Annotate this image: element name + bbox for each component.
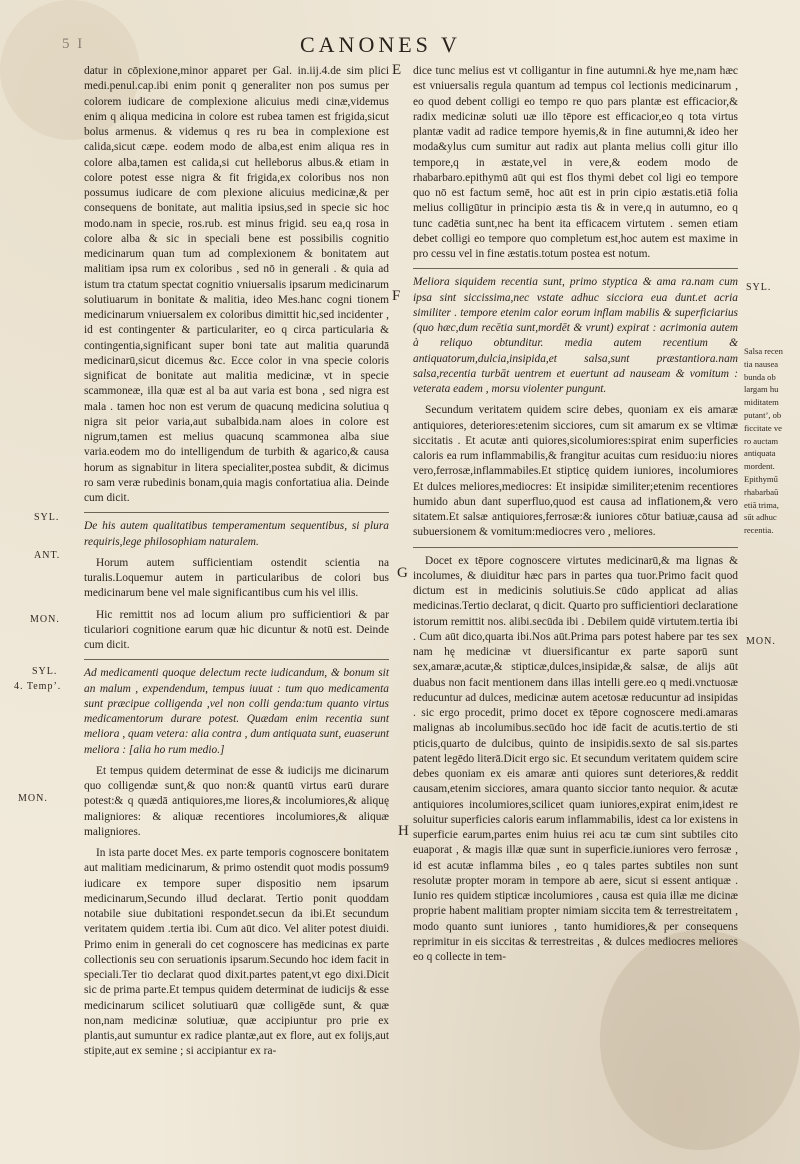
paragraph: In ista parte docet Mes. ex parte temporis cognoscere bonitatem aut malitiam medicinarum, & primo ostendit quot modis possum9 iudicare ex tempore super dispositio nem ipsarum medicinarum,Secundo illud declarat. Tertio ponit quoddam notabile siue dubitationi respondet.secun da ibi.Et secundum veritatem quidem .tertia ibi. Cum aūt dico. Vel aliter potest diuidi. Primo enim in generali do cet cognoscere has medicinas ex parte collectionis seu con seruationis ipsarum.Secundo hoc idem facit in speciali.Ter tio declarat quod dixit.partes patent,vt ego dixi.Dicit sic de prima parte.Et tempus quidem determinat de iudicijs & esse medicinarum scilicet solutiuarū quæ colligēde sunt, & quæ non,nam medicinæ solutiuæ, quæ accipiuntur pro prie ex plantis,aut sumuntur ex radice plantæ,aut ex flore, aut ex folijs,aut stipite,aut ex semine ; si accipiantur ex ra- (84, 847, 389, 1058)
gloss-line: putant’, ob (744, 409, 782, 420)
gloss-line: largam hu (744, 384, 779, 395)
paragraph: Secundum veritatem quidem scire debes, quoniam ex eis amaræ antiquiores, deteriores:etenim sicciores, cum sit amarum ex se vltimæ siccitatis . Et acutæ anti quiores,sicolumiores:spirat enim superficies caloris ea rum inflammabilis,& frangitur acuitas cum residuo:iu niores vero,ferrosæ,inflammabiles.Et stipticę quidem iuniores, incolumiores Et dulces meliores,mediocres: Et insipidæ similiter;etenim recentiores humido abun dant superfluo,quod est causa ad inflationem,& vero sitatem.Et salsæ antiquiores,ferrosæ:& iuniores cōtur batiuæ,causa ad subuersionem & vomitum:mediocres vero , meliores. (413, 404, 738, 539)
gloss-line: antiquata (744, 448, 776, 459)
gloss-line: sűt adhuc (744, 512, 777, 523)
running-head (0, 30, 800, 60)
gloss-line: mordent. (744, 461, 775, 472)
divider (413, 268, 738, 269)
paragraph: Hic remittit nos ad locum alium pro sufficientiori & par ticulariori cognitione earum quæ hic dicuntur & notū est. Deinde cum dicit. (84, 608, 389, 651)
section-letter: E (392, 62, 402, 78)
section-letter: F (392, 288, 401, 304)
folio-number: 5 I (62, 36, 85, 52)
section-letter: H (398, 823, 409, 839)
gloss-line: Salsa recen (744, 346, 783, 356)
divider (413, 547, 738, 548)
marginal-gloss (744, 345, 800, 537)
gloss-line: ro auctam (744, 435, 779, 446)
canon-text: Ad medicamenti quoque delectum recte iudicandum, & bonum sit an malum , expendendum, tempus iuuat : tum quo medicamenta sunt præcipue colligenda ,vel non colli genda:tum quanto virtus medicamentorum durare potest. Quædam enim recentia sunt meliora , quam vetera: alia contra , dum antiquata sunt, euaserunt meliora : [alia ho rum medio.] (84, 667, 389, 756)
paragraph: Et tempus quidem determinat de esse & iudicijs me dicinarum quo colligendæ sunt,& quo non:& quantū virtus earū durare potest:& q quædā antiquiores,me liores,& incolumiores,& aliquę maligniores: & aliquæ recentiores incolumiores,& aliquæ maligniores. (84, 764, 389, 838)
margin-label-syl: SYL. (32, 666, 58, 677)
margin-label-mon: MON. (18, 793, 48, 804)
page-title: CANONES V (300, 32, 461, 57)
margin-label-syl: SYL. (34, 512, 60, 523)
margin-label-mon: MON. (746, 636, 776, 647)
gloss-line: miditatem (744, 397, 779, 408)
gloss-line: Epithymű (744, 473, 778, 484)
gloss-line: etiă trima, (744, 499, 779, 510)
section-letter: G (397, 565, 408, 581)
paragraph: dice tunc melius est vt colligantur in fine autumni.& hye me,nam hæc est vniuersalis regula quantum ad tempus col lectionis medicinarum , eo quod debent colligi eo tempo re quo pars plantæ est efficacior,& radix medicinæ soluti uæ illo tēpore est efficacior,eo q tota virtus plantæ vadit ad radice tempore hyemis,& in fine autumni,& ideo her moda&ylus cum sumitur aut radix aut planta melius colli gitur illo tempore,q in æstate,vel in vere,& eodem modo de rhabarbaro.epithymū aūt qui est flos thymi debet col ligi eo tempore quo nō est factum semē, hoc aūt est in prin cipio æstatis.etiā folia melius colligūtur in principio æsta tis & in vere,q in autumno, eo q tunc cadētia sunt,nec ha bent ita efficacem virtutem . semen etiam debet colligi eo tempore quo completum est,hoc autem est maxime in pro cessu vel in fine æstatis.totum postea est notum. (413, 65, 738, 260)
gloss-line: bunda ob (744, 371, 776, 382)
divider (84, 659, 389, 660)
left-column (84, 64, 389, 1066)
canon-text: Meliora siquidem recentia sunt, primo styptica & ama ra.nam cum ipsa sint siccissima,nec vstate adhuc sicciora eua dunt.et acria similiter . tempore etenim calor eorum inflam mabilis & superficiarius (quo hæc,dum recētia sunt,mordēt & vrunt) expirat : acrimonia autem à reliquo obtunditur. media autem recentium & antiquatorum,dulcia,insipida,et salsa,sunt præstantiora.nam salsa,recentia turbāt uentrem et euertunt ad nauseam & vomitum : veterata eadem , morsu violenter pungunt. (413, 276, 738, 395)
paragraph: datur in cōplexione,minor apparet per Gal. in.iij.4.de sim plici medi.penul.cap.ibi enim ponit q generaliter non pos sumus per colorem iudicare de complexione alicuius medi cinæ,videmus enim q aliqua medicina in colore est rubea tamen est frigida,sicut bolus armenus. & videmus q res ru bea in complexione est calida,sicut cæpe. eodem modo de alba,est enim aliqua res in colore alba,tamen est calida,si cut helleborus albus.& etiam in colore potest esse nigra & fit frigida,ex coloribus nos non possumus iudicare de com plexione alicuius medicinæ,& per consequens de bonitate, aut malitia ipsius,sed in specie sic hoc modo.nam in specie, ros.rub. est minus frigid. seu ea,q rosa in colore alba & sic in speciali bene est possibilis cognitio medicinarum quan tum ad complexionem & bonitatem aut malitiam ipsa rum ex coloribus , sed nō in generali . & quia ad istum tra ctatum spectat cognitio vniuersalis ipsarum medicinarum solutiuarum in bonitate & malitia, ideo Mes.hanc cogni tionem medicinarum vniuersalem ex coloribus dimittit hic,sed incidenter , id est contingenter & particulariter, eo q circa particularia & contingentia,significant super boni tate aut malitia quarundā medicinarū,sicut dicemus &c. Ecce color in vna specie coloris significat de bonitate aut malitia medicinæ, vt in specie scammoneæ, illa quæ est al ba aut varia est bona , sed nigra est mala . tamen hoc non est verum de quacunq medicina solutiua q nigra sit peior varia,aut subalbida.nam aloes in colore est nigrum,tamen est melius quacunq scammonea alba siue varia.eodem mo do intelligendum de turbith & agarico,& causa horum as signabitur in litera specialiter,postea subdit, & dicimus ro sam veræ rubedinis bonam,quia magis confortatiua alia. Deinde cum dicit. (84, 65, 389, 504)
gloss-line: recentia. (744, 525, 774, 536)
margin-label-mon: MON. (30, 614, 60, 625)
margin-label-ant: ANT. (34, 550, 61, 561)
gloss-line: rhabarbaŭ (744, 486, 779, 497)
paragraph: Docet ex tēpore cognoscere virtutes medicinarū,& ma lignas & incolumes, & diuiditur hæc pars in partes qua tuor.Primo facit quod dictum est in medicinis solutiuis.Se cūdo applicat ad alias medicinas.Tertio declarat, q dicit. Quarto pro sufficientiori declaratione istorum remittit nos. alibi.secūda ibi . Debilem quidē virtutem.tertia ibi . Cum aūt dico,quarta ibi.Nos aūt.Prima pars potest habere par tes sex nam hę medicinæ vt diuersificantur ex parte saporū sunt sex,amaræ,acutæ,& stipticæ,dulces,insipidæ,& salsæ, de alijs aūt duabus non facit mentionem dans illas intelli gere.eo q medi.vnctuosæ reducuntur ad dulces, medicinæ autem acetosæ reducuntur ad insipidas . sic ergo procedit, primo docet ex tēpore cognoscere medi.amaras malignas ab incolumibus.secūdo hoc idē facit de acutis.tertio de sti pticis,quarto de dulcibus, quinto de insipidis.sexto de sal sis.partes patent legēdo literā.Dicit ergo sic. Et secundum veritatem quidem scire debes quoniam ex eis amaræ anti quiores sunt deteriores,& reddit causam,etenim sicciores, amara quanto siccior tanto nequior. & acutæ antiquiores incolumiores,scilicet quam iuniores,expirat enim,idest re soluitur superficies caloris earum inflammabilis, idest ca lor existens in superficie earum,partes enim huius rei acu tæ cum sint subtiles cito euaporat , & magis illæ quæ sunt in superficie.iuniores vero ferrosæ , id est acutæ inflamma biles , eo q tales partes subtiles non sunt resolutæ propter moram in tempore ab aere, sicut si essent antiquæ . Iunio res quidem stipticæ incolumiores , causa est quia illæ me dicinæ proprie habent malitiam propter nimiam siccita tem & terrestreitatem , modo quanto sunt iuniores , tanto humidiores,& per consequens reprimitur in eis siccitas & terrestreitas , & dulces mediocres meliores eo q collecte in tem- (413, 554, 738, 963)
divider (84, 512, 389, 513)
gloss-line: ficcitate ve (744, 422, 782, 433)
margin-label-syl: SYL. (746, 282, 772, 293)
right-column (413, 64, 738, 971)
canon-text: De his autem qualitatibus temperamentum sequentibus, si plura requiris,lege philosophiam naturalem. (84, 520, 389, 548)
gloss-line: tia nausea (744, 358, 779, 369)
paragraph: Horum autem sufficientiam ostendit scientia na turalis.Loquemur autem in particularibus de colori bus medicinarum bene vel male significantibus cum his vel illis. (84, 556, 389, 600)
margin-label-temp: 4. Temp’. (14, 681, 62, 692)
